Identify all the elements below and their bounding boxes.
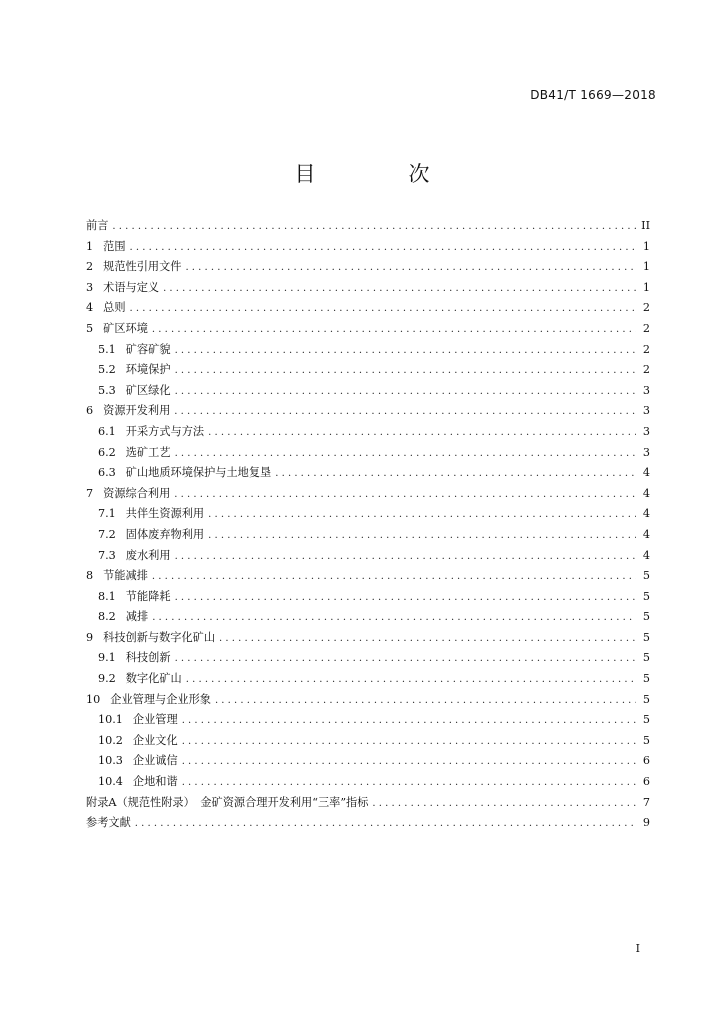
toc-entry-label: 矿容矿貌 (125, 342, 171, 356)
dot-leader (152, 612, 636, 623)
toc-entry[interactable] (86, 464, 650, 485)
toc-entry[interactable] (86, 341, 650, 362)
toc-entry-page: 7 (642, 795, 650, 809)
toc-entry-page: 2 (642, 321, 650, 335)
toc-entry[interactable] (86, 547, 650, 568)
toc-entry-label: 企业管理与企业形象 (110, 692, 211, 706)
toc-entry[interactable] (86, 732, 650, 753)
dot-leader (112, 221, 636, 232)
toc-entry-number: 9.1 (98, 651, 116, 665)
dot-leader (174, 489, 636, 500)
toc-entry-page: 6 (642, 775, 650, 789)
toc-entry[interactable] (86, 505, 650, 526)
toc-entry[interactable] (86, 629, 650, 650)
toc-entry-label: 矿区绿化 (125, 383, 171, 397)
toc-entry-page: 6 (642, 754, 650, 768)
toc-entry-label: 规范性引用文件 (103, 260, 182, 274)
toc-entry[interactable] (86, 444, 650, 465)
toc-entry-label: 选矿工艺 (125, 445, 171, 459)
dot-leader (152, 324, 636, 335)
dot-leader (130, 303, 636, 314)
toc-entry-number: 9.2 (98, 672, 116, 686)
toc-entry-number: 7.3 (98, 548, 116, 562)
toc-entry-number: 10.4 (98, 775, 123, 789)
toc-entry-page: 2 (642, 363, 650, 377)
toc-entry-label: 数字化矿山 (125, 672, 182, 686)
toc-entry-label: 参考文献 (86, 816, 131, 830)
dot-leader (372, 798, 636, 809)
toc-entry-label: 企业文化 (132, 733, 178, 747)
toc-entry-label: 企地和谐 (132, 775, 178, 789)
toc-entry-page: 4 (642, 486, 650, 500)
toc-entry-label: 节能减排 (103, 569, 148, 583)
toc-entry-number: 6.1 (98, 424, 116, 438)
toc-entry-page: 4 (642, 527, 650, 541)
toc-entry[interactable] (86, 711, 650, 732)
toc-entry-page: 3 (642, 404, 650, 418)
dot-leader (175, 592, 636, 603)
toc-entry-number: 9 (86, 630, 94, 644)
toc-entry-label: 科技创新与数字化矿山 (103, 630, 216, 644)
dot-leader (175, 345, 636, 356)
toc-entry-label: 矿山地质环境保护与土地复垦 (125, 466, 272, 480)
toc-entry-number: 5.2 (98, 363, 116, 377)
toc-entry[interactable] (86, 258, 650, 279)
toc-entry[interactable] (86, 608, 650, 629)
toc-entry[interactable] (86, 320, 650, 341)
toc-entry-label: 固体废弃物利用 (125, 527, 205, 541)
toc-entry-page: 5 (642, 733, 650, 747)
document-code: DB41/T 1669—2018 (530, 88, 656, 102)
toc-entry[interactable] (86, 238, 650, 259)
toc-entry-page: 1 (642, 239, 650, 253)
toc-entry-label: 企业诚信 (132, 754, 178, 768)
toc-entry-number: 6.3 (98, 466, 116, 480)
toc-entry-label: 企业管理 (132, 713, 178, 727)
toc-entry-number: 4 (86, 301, 94, 315)
toc-entry[interactable] (86, 217, 650, 238)
table-of-contents (86, 217, 650, 835)
toc-entry-number: 3 (86, 280, 94, 294)
toc-entry-number: 7.2 (98, 527, 116, 541)
toc-entry-number: 8.2 (98, 610, 116, 624)
toc-entry[interactable] (86, 361, 650, 382)
dot-leader (208, 509, 636, 520)
dot-leader (174, 406, 636, 417)
toc-entry-number: 6 (86, 404, 94, 418)
toc-entry-number: 5.1 (98, 342, 116, 356)
dot-leader (175, 386, 636, 397)
toc-entry[interactable] (86, 814, 650, 835)
toc-entry-label: 废水利用 (125, 548, 171, 562)
toc-entry-label: 节能降耗 (125, 589, 171, 603)
toc-entry-page: 5 (642, 713, 650, 727)
dot-leader (186, 674, 636, 685)
toc-entry[interactable] (86, 649, 650, 670)
toc-entry-number: 5.3 (98, 383, 116, 397)
toc-entry-page: II (641, 219, 650, 232)
toc-entry-page: 3 (642, 445, 650, 459)
dot-leader (175, 551, 636, 562)
toc-entry[interactable] (86, 752, 650, 773)
toc-entry-label: 范围 (103, 239, 126, 253)
toc-entry-page: 3 (642, 383, 650, 397)
toc-entry-label: 科技创新 (125, 651, 171, 665)
toc-entry-label: 矿区环境 (103, 321, 148, 335)
dot-leader (182, 756, 636, 767)
toc-entry[interactable] (86, 588, 650, 609)
dot-leader (182, 736, 636, 747)
dot-leader (182, 777, 636, 788)
dot-leader (175, 448, 636, 459)
toc-entry-page: 4 (642, 466, 650, 480)
page-title: 目 次 (294, 162, 466, 186)
toc-entry-number: 7 (86, 486, 94, 500)
toc-entry-page: 5 (642, 651, 650, 665)
toc-entry-page: 2 (642, 301, 650, 315)
toc-entry-label: 总则 (103, 301, 126, 315)
toc-entry-label: 共伴生资源利用 (125, 507, 205, 521)
toc-entry-page: 1 (642, 260, 650, 274)
toc-entry[interactable] (86, 794, 650, 815)
toc-entry[interactable] (86, 382, 650, 403)
toc-entry-label: 开采方式与方法 (125, 424, 205, 438)
dot-leader (163, 283, 636, 294)
toc-entry[interactable] (86, 670, 650, 691)
toc-entry-page: 1 (642, 280, 650, 294)
toc-entry-number: 6.2 (98, 445, 116, 459)
toc-entry-page: 5 (642, 692, 650, 706)
toc-entry[interactable] (86, 773, 650, 794)
toc-entry-number: 8.1 (98, 589, 116, 603)
toc-entry-number: 10.3 (98, 754, 123, 768)
dot-leader (175, 653, 636, 664)
toc-entry-label: 资源开发利用 (103, 404, 171, 418)
toc-entry-page: 5 (642, 672, 650, 686)
dot-leader (275, 468, 636, 479)
toc-entry-label: 前言 (86, 219, 109, 232)
dot-leader (182, 715, 636, 726)
toc-entry-page: 5 (642, 589, 650, 603)
toc-entry-label: 环境保护 (125, 363, 171, 377)
toc-entry-page: 4 (642, 507, 650, 521)
dot-leader (152, 571, 636, 582)
dot-leader (208, 530, 636, 541)
toc-entry-number: 7.1 (98, 507, 116, 521)
toc-entry[interactable] (86, 423, 650, 444)
dot-leader (215, 695, 636, 706)
toc-entry-page: 9 (642, 816, 650, 830)
dot-leader (219, 633, 636, 644)
toc-entry-page: 5 (642, 569, 650, 583)
toc-entry-number: 10.2 (98, 733, 123, 747)
dot-leader (185, 262, 636, 273)
toc-entry-number: 1 (86, 239, 94, 253)
toc-entry-label: 附录A（规范性附录） 金矿资源合理开发利用“三率”指标 (86, 795, 369, 809)
toc-entry[interactable] (86, 402, 650, 423)
toc-entry-page: 3 (642, 424, 650, 438)
toc-entry[interactable] (86, 279, 650, 300)
dot-leader (208, 427, 636, 438)
dot-leader (130, 242, 636, 253)
toc-entry-number: 8 (86, 569, 94, 583)
toc-entry-number: 10 (86, 692, 101, 706)
toc-entry-number: 5 (86, 321, 94, 335)
toc-entry[interactable] (86, 691, 650, 712)
toc-entry[interactable] (86, 299, 650, 320)
toc-entry-label: 术语与定义 (103, 280, 160, 294)
toc-entry-label: 减排 (125, 610, 149, 624)
toc-entry[interactable] (86, 567, 650, 588)
toc-entry[interactable] (86, 485, 650, 506)
toc-entry-number: 10.1 (98, 713, 123, 727)
toc-entry-page: 4 (642, 548, 650, 562)
dot-leader (175, 365, 636, 376)
page-number: I (635, 942, 640, 955)
dot-leader (135, 818, 636, 829)
toc-entry[interactable] (86, 526, 650, 547)
toc-entry-page: 5 (642, 610, 650, 624)
toc-entry-number: 2 (86, 260, 94, 274)
toc-entry-page: 5 (642, 630, 650, 644)
toc-entry-page: 2 (642, 342, 650, 356)
toc-entry-label: 资源综合利用 (103, 486, 171, 500)
